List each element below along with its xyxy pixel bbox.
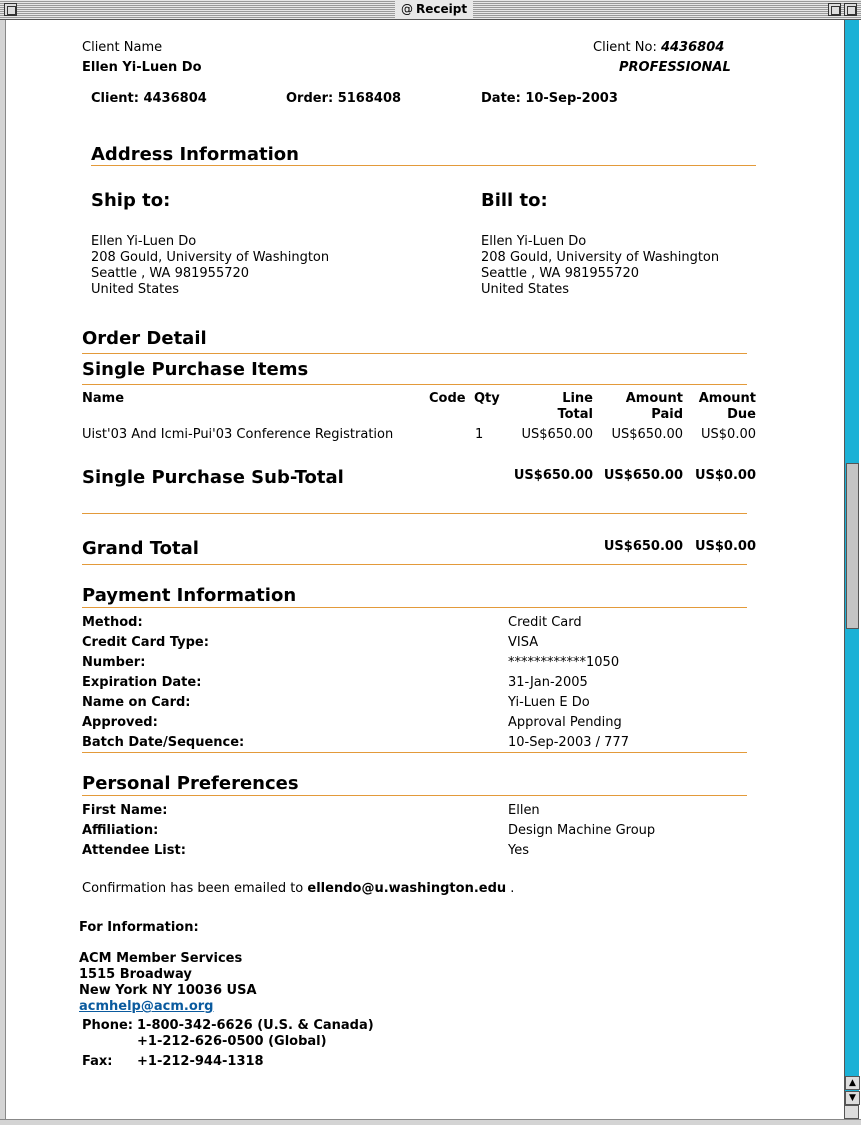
item-amount-due: US$0.00: [701, 427, 756, 442]
pref-attendee-list-value: Yes: [508, 843, 529, 858]
divider: [82, 384, 747, 385]
grand-total-amount-paid: US$650.00: [603, 539, 683, 554]
grand-total-label: Grand Total: [82, 538, 199, 559]
divider: [82, 564, 747, 565]
bill-to-address: [481, 234, 719, 298]
window-titlebar[interactable]: [0, 0, 861, 20]
address-line: Seattle , WA 981955720: [91, 266, 250, 281]
date-field: Date: 10-Sep-2003: [481, 91, 618, 106]
scroll-up-arrow-icon[interactable]: ▲: [845, 1076, 860, 1090]
address-heading: Address Information: [91, 144, 299, 165]
col-header-line-total: [557, 391, 593, 423]
info-address: [79, 951, 257, 1015]
pref-first-name-label: First Name:: [82, 803, 168, 818]
info-phone-1: 1-800-342-6626 (U.S. & Canada): [137, 1018, 374, 1033]
preferences-values: [508, 801, 655, 861]
confirmation-email: ellendo@u.washington.edu: [307, 881, 507, 896]
order-field: Order: 5168408: [286, 91, 402, 106]
payment-batch-value: 10-Sep-2003 / 777: [508, 735, 629, 750]
ship-to-address: [91, 234, 329, 298]
info-city: New York NY 10036 USA: [79, 983, 257, 998]
payment-batch-label: Batch Date/Sequence:: [82, 735, 245, 750]
col-header-amount-due-1: Amount: [698, 391, 756, 406]
payment-approved-value: Approval Pending: [508, 715, 622, 730]
item-name: Uist'03 And Icmi-Pui'03 Conference Registration: [82, 427, 394, 442]
col-header-line-total-2: Total: [557, 407, 593, 422]
col-header-amount-paid: [626, 391, 683, 423]
item-line-total: US$650.00: [521, 427, 593, 442]
divider: [82, 513, 747, 514]
client-no-label: Client No:: [593, 40, 657, 55]
window-title-text: Receipt: [416, 2, 468, 16]
col-header-line-total-1: Line: [562, 391, 593, 406]
vertical-scrollbar[interactable]: [844, 20, 859, 1105]
pref-first-name-value: Ellen: [508, 803, 540, 818]
divider: [82, 353, 747, 354]
pref-affiliation-label: Affiliation:: [82, 823, 159, 838]
order-detail-heading: Order Detail: [82, 328, 207, 349]
pref-attendee-list-label: Attendee List:: [82, 843, 186, 858]
info-phone-2: +1-212-626-0500 (Global): [137, 1034, 327, 1049]
col-header-amount-due: [699, 391, 756, 423]
address-line: Ellen Yi-Luen Do: [481, 234, 587, 249]
payment-expiration-value: 31-Jan-2005: [508, 675, 588, 690]
col-header-name: Name: [82, 391, 125, 406]
address-line: United States: [91, 282, 180, 297]
col-header-amount-paid-1: Amount: [625, 391, 683, 406]
resize-grip-icon[interactable]: [844, 1105, 859, 1119]
zoom-box-icon[interactable]: [828, 3, 841, 16]
confirmation-text: [82, 881, 514, 896]
client-name-label: Client Name: [82, 40, 163, 55]
preferences-labels: [82, 801, 186, 861]
subtotal-amount-paid: US$650.00: [603, 468, 683, 483]
info-email-link[interactable]: acmhelp@acm.org: [79, 999, 214, 1014]
payment-number-value: ************1050: [508, 655, 620, 670]
item-qty: 1: [475, 427, 484, 442]
close-box-icon[interactable]: [4, 3, 17, 16]
divider: [91, 165, 756, 166]
single-purchase-heading: Single Purchase Items: [82, 359, 309, 380]
address-line: United States: [481, 282, 570, 297]
payment-card-type-label: Credit Card Type:: [82, 635, 209, 650]
payment-name-on-card-label: Name on Card:: [82, 695, 191, 710]
address-line: Seattle , WA 981955720: [481, 266, 640, 281]
info-phone-label: Phone:: [82, 1018, 133, 1033]
info-fax: +1-212-944-1318: [137, 1054, 264, 1069]
member-type: PROFESSIONAL: [619, 60, 731, 75]
address-line: 208 Gould, University of Washington: [481, 250, 720, 265]
window-title: [395, 1, 473, 18]
at-icon: @: [401, 2, 413, 16]
col-header-amount-due-2: Due: [727, 407, 756, 422]
scrollbar-thumb[interactable]: [846, 463, 859, 629]
address-line: Ellen Yi-Luen Do: [91, 234, 197, 249]
address-line: 208 Gould, University of Washington: [91, 250, 330, 265]
client-no-value: 4436804: [660, 40, 725, 55]
receipt-content: [8, 21, 840, 1117]
payment-approved-label: Approved:: [82, 715, 158, 730]
payment-name-on-card-value: Yi-Luen E Do: [508, 695, 590, 710]
window-frame-bottom: [0, 1119, 861, 1125]
payment-values: [508, 613, 629, 753]
col-header-qty: Qty: [474, 391, 500, 406]
info-street: 1515 Broadway: [79, 967, 192, 982]
subtotal-amount-due: US$0.00: [694, 468, 756, 483]
payment-number-label: Number:: [82, 655, 146, 670]
divider: [82, 607, 747, 608]
col-header-amount-paid-2: Paid: [651, 407, 683, 422]
info-phones: [137, 1018, 374, 1050]
grand-total-amount-due: US$0.00: [694, 539, 756, 554]
payment-heading: Payment Information: [82, 585, 297, 606]
item-amount-paid: US$650.00: [611, 427, 683, 442]
collapse-box-icon[interactable]: [844, 3, 857, 16]
col-header-code: Code: [429, 391, 466, 406]
divider: [82, 752, 747, 753]
confirmation-prefix: Confirmation has been emailed to: [82, 881, 304, 896]
scroll-down-arrow-icon[interactable]: ▼: [845, 1091, 860, 1105]
payment-method-value: Credit Card: [508, 615, 582, 630]
info-org: ACM Member Services: [79, 951, 243, 966]
subtotal-label: Single Purchase Sub-Total: [82, 467, 344, 488]
window-frame-left: [0, 20, 6, 1125]
ship-to-heading: Ship to:: [91, 190, 171, 211]
client-no: [593, 40, 724, 55]
pref-affiliation-value: Design Machine Group: [508, 823, 656, 838]
info-fax-label: Fax:: [82, 1054, 113, 1069]
divider: [82, 795, 747, 796]
payment-card-type-value: VISA: [508, 635, 539, 650]
info-heading: For Information:: [79, 920, 199, 935]
client-name: Ellen Yi-Luen Do: [82, 60, 202, 75]
confirmation-suffix: .: [510, 881, 515, 896]
client-field: Client: 4436804: [91, 91, 207, 106]
payment-labels: [82, 613, 244, 753]
payment-expiration-label: Expiration Date:: [82, 675, 202, 690]
preferences-heading: Personal Preferences: [82, 773, 299, 794]
subtotal-line-total: US$650.00: [513, 468, 593, 483]
payment-method-label: Method:: [82, 615, 143, 630]
bill-to-heading: Bill to:: [481, 190, 548, 211]
